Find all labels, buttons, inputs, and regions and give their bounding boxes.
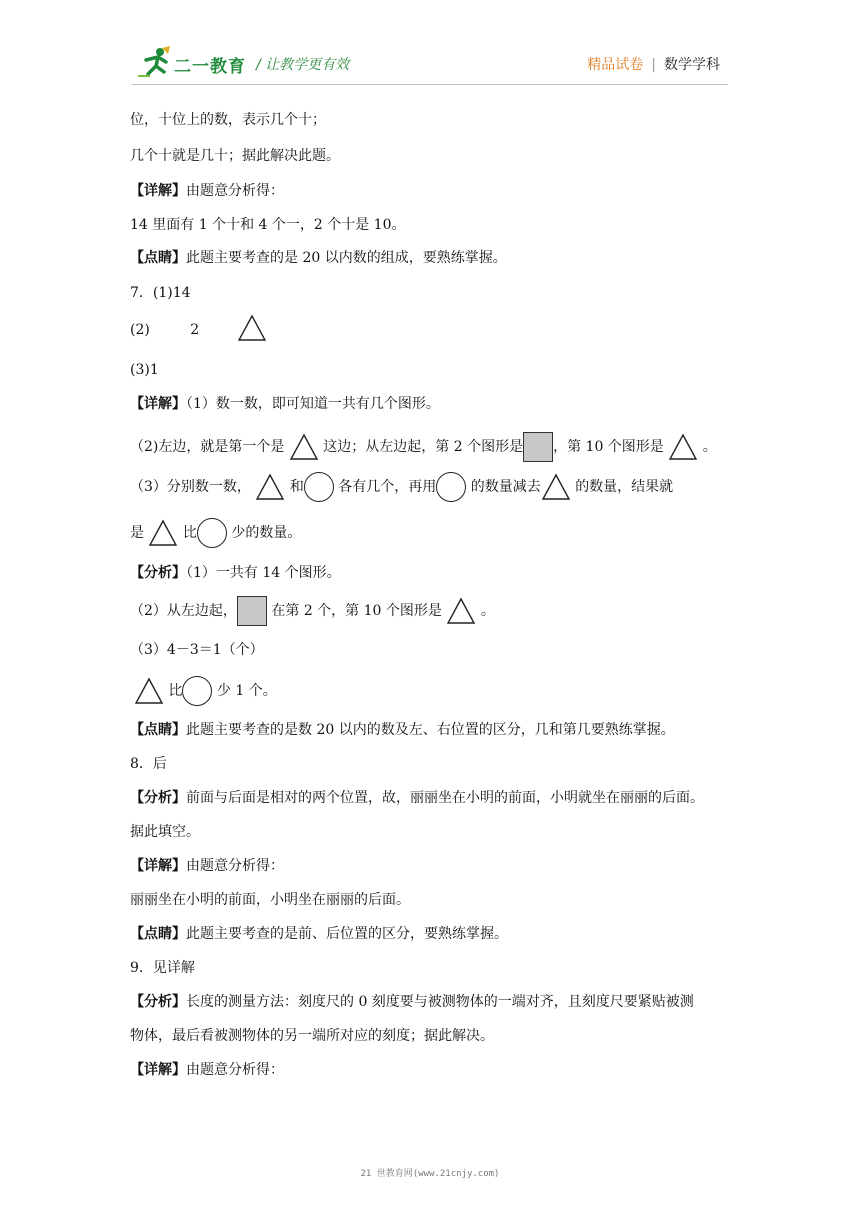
tag-quality-paper: 精品试卷 (587, 57, 644, 73)
text-line (130, 720, 675, 740)
text-span: 此题主要考查的是数 20 以内的数及左、右位置的区分，几和第几要熟练掌握。 (186, 722, 675, 738)
text-span: 的数量减去 (470, 479, 541, 495)
answer-9: 9．见详解 (130, 960, 195, 976)
text-span: 。 (702, 439, 717, 455)
triangle-icon (541, 473, 571, 501)
text-span: 此题主要考查的是 20 以内数的组成，要熟练掌握。 (186, 250, 507, 266)
text-span: 由题意分析得： (186, 1062, 284, 1078)
text-line: 几个十就是几十；据此解决此题。 (130, 148, 340, 164)
circle-icon (182, 676, 212, 706)
text-line: 位，十位上的数，表示几个十； (130, 112, 326, 128)
text-span: 由题意分析得： (186, 183, 284, 199)
section-tag: 【分析】 (130, 565, 186, 581)
text-span: 比 (168, 683, 183, 699)
text-line (130, 596, 495, 626)
section-tag: 【分析】 (130, 994, 186, 1010)
circle-icon (197, 518, 227, 548)
answer-7-3: (3)1 (130, 362, 159, 378)
text-span: ，第 10 个图形是 (553, 439, 664, 455)
text-span: （2)左边，就是第一个是 (130, 439, 285, 455)
triangle-icon (148, 519, 178, 547)
text-span: 和 (289, 479, 304, 495)
gray-square-icon (237, 596, 267, 626)
text-span: （1）数一数，即可知道一共有几个图形。 (186, 396, 440, 412)
text-span: （1）一共有 14 个图形。 (186, 565, 341, 581)
text-line: 据此填空。 (130, 824, 200, 840)
text-span: 2 (190, 322, 200, 338)
section-tag: 【点睛】 (130, 722, 186, 738)
answer-8: 8．后 (130, 756, 167, 772)
text-line: 物体，最后看被测物体的另一端所对应的刻度；据此解决。 (130, 1028, 494, 1044)
text-line (130, 394, 440, 414)
text-line: （3）4－3＝1（个） (130, 642, 264, 658)
text-span: （2）从左边起， (130, 603, 237, 619)
text-line (130, 248, 507, 268)
header-tags (587, 54, 720, 74)
text-span: （3）分别数一数， (130, 479, 251, 495)
runner-logo-icon (136, 46, 172, 80)
tag-subject: 数学学科 (664, 57, 720, 73)
text-span: 各有几个，再用 (338, 479, 437, 495)
answer-7-1: 7．(1)14 (130, 285, 191, 301)
brand-name: 二一教育 (174, 57, 246, 77)
section-tag: 【详解】 (130, 396, 186, 412)
text-span: (2) (130, 322, 150, 338)
header-divider (132, 84, 728, 85)
text-span: 这边；从左边起，第 2 个图形是 (323, 439, 524, 455)
section-tag: 【点睛】 (130, 926, 186, 942)
header-separator: | (651, 57, 656, 73)
text-span: 比 (182, 525, 197, 541)
text-line (130, 856, 284, 876)
triangle-icon (668, 433, 698, 461)
text-line (130, 563, 341, 583)
text-span: 在第 2 个，第 10 个图形是 (271, 603, 442, 619)
section-tag: 【点睛】 (130, 250, 186, 266)
section-tag: 【详解】 (130, 858, 186, 874)
text-span: 前面与后面是相对的两个位置，故，丽丽坐在小明的前面，小明就坐在丽丽的后面。 (186, 790, 704, 806)
section-tag: 【详解】 (130, 183, 186, 199)
text-line (130, 518, 301, 548)
text-span: 的数量，结果就 (575, 479, 674, 495)
triangle-icon (446, 597, 476, 625)
text-line (134, 676, 277, 706)
text-line (130, 432, 717, 462)
text-line (130, 788, 704, 808)
text-span: 少 1 个。 (216, 683, 277, 699)
text-span: 此题主要考查的是前、后位置的区分，要熟练掌握。 (186, 926, 508, 942)
triangle-icon (289, 433, 319, 461)
section-tag: 【详解】 (130, 1062, 186, 1078)
text-line (130, 472, 673, 502)
page-header (0, 0, 860, 88)
text-span: 长度的测量方法：刻度尺的 0 刻度要与被测物体的一端对齐，且刻度尺要紧贴被测 (186, 994, 694, 1010)
text-line (130, 924, 508, 944)
gray-square-icon (523, 432, 553, 462)
triangle-icon (255, 473, 285, 501)
text-span: 由题意分析得： (186, 858, 284, 874)
text-span: 是 (130, 525, 144, 541)
text-line: 14 里面有 1 个十和 4 个一，2 个十是 10。 (130, 217, 406, 233)
text-span: 。 (480, 603, 495, 619)
answer-7-2 (130, 320, 199, 340)
text-line (130, 181, 284, 201)
page-footer: 21 世教育网(www.21cnjy.com) (360, 1169, 500, 1179)
text-line (130, 992, 694, 1012)
section-tag: 【分析】 (130, 790, 186, 806)
triangle-icon (134, 677, 164, 705)
triangle-icon (237, 314, 267, 342)
brand-slogan: / 让教学更有效 (256, 57, 350, 73)
circle-icon (304, 472, 334, 502)
text-line: 丽丽坐在小明的前面，小明坐在丽丽的后面。 (130, 892, 410, 908)
text-span: 少的数量。 (231, 525, 302, 541)
circle-icon (436, 472, 466, 502)
text-line (130, 1060, 284, 1080)
